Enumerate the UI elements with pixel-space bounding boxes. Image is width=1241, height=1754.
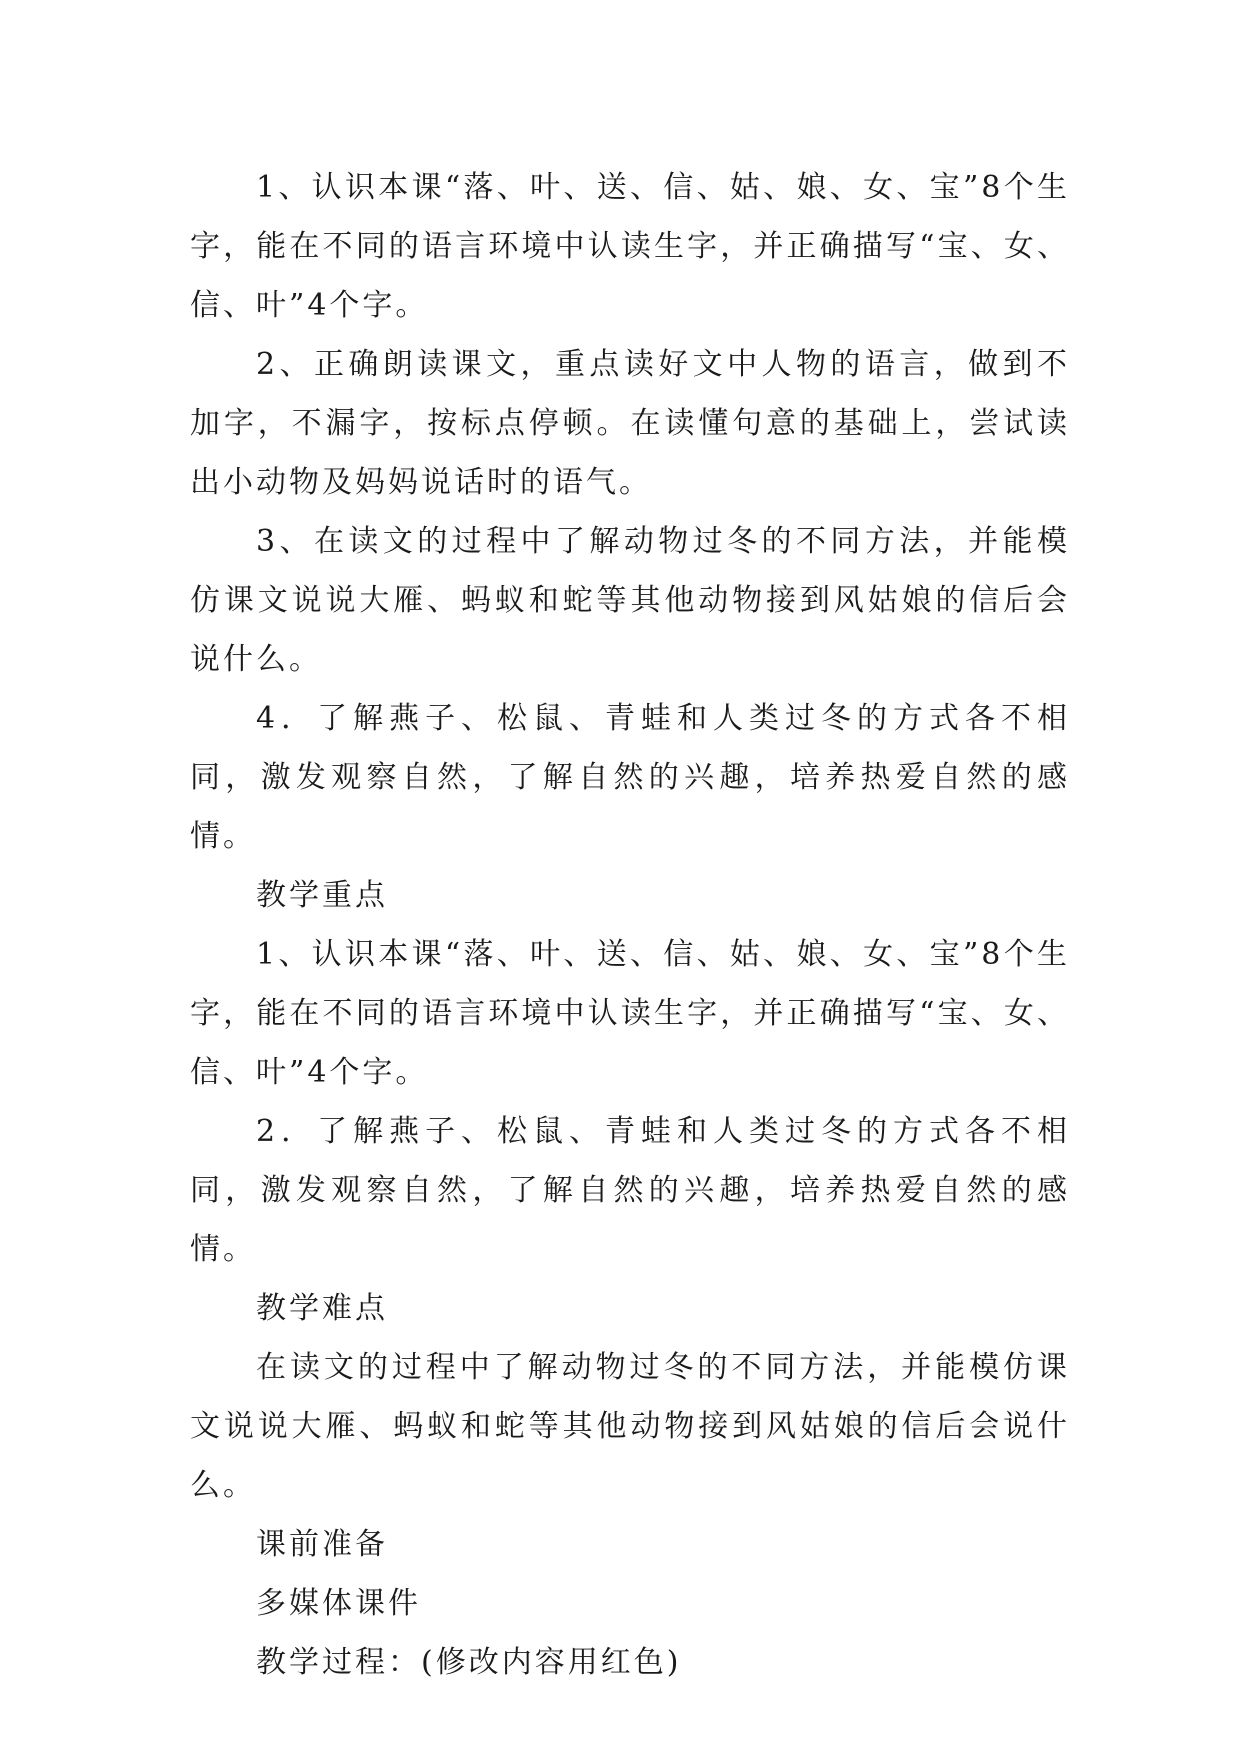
- key-point-1: 1、认识本课“落、叶、送、信、姑、娘、女、宝”8个生字，能在不同的语言环境中认读生字，并正确描写“宝、女、信、叶”4个字。: [190, 937, 1070, 1090]
- section-heading-difficulties: 教学难点: [256, 1291, 388, 1326]
- section-heading-key-points: 教学重点: [256, 878, 388, 913]
- objective-2: 2、正确朗读课文，重点读好文中人物的语言，做到不加字，不漏字，按标点停顿。在读懂句意的基础上，尝试读出小动物及妈妈说话时的语气。: [190, 347, 1070, 500]
- objective-1: 1、认识本课“落、叶、送、信、姑、娘、女、宝”8个生字，能在不同的语言环境中认读生字，并正确描写“宝、女、信、叶”4个字。: [190, 170, 1070, 323]
- objective-3: 3、在读文的过程中了解动物过冬的不同方法，并能模仿课文说说大雁、蚂蚁和蛇等其他动物接到风姑娘的信后会说什么。: [190, 524, 1070, 677]
- document-page: [190, 158, 1070, 1692]
- section-heading-preparation: 课前准备: [256, 1527, 388, 1562]
- preparation-text: 多媒体课件: [256, 1586, 421, 1621]
- difficulty-text: 在读文的过程中了解动物过冬的不同方法，并能模仿课文说说大雁、蚂蚁和蛇等其他动物接到风姑娘的信后会说什么。: [190, 1350, 1070, 1503]
- objective-4: 4．了解燕子、松鼠、青蛙和人类过冬的方式各不相同，激发观察自然，了解自然的兴趣，培养热爱自然的感情。: [190, 701, 1070, 854]
- section-heading-process: 教学过程：(修改内容用红色): [256, 1645, 682, 1680]
- key-point-2: 2．了解燕子、松鼠、青蛙和人类过冬的方式各不相同，激发观察自然，了解自然的兴趣，培养热爱自然的感情。: [190, 1114, 1070, 1267]
